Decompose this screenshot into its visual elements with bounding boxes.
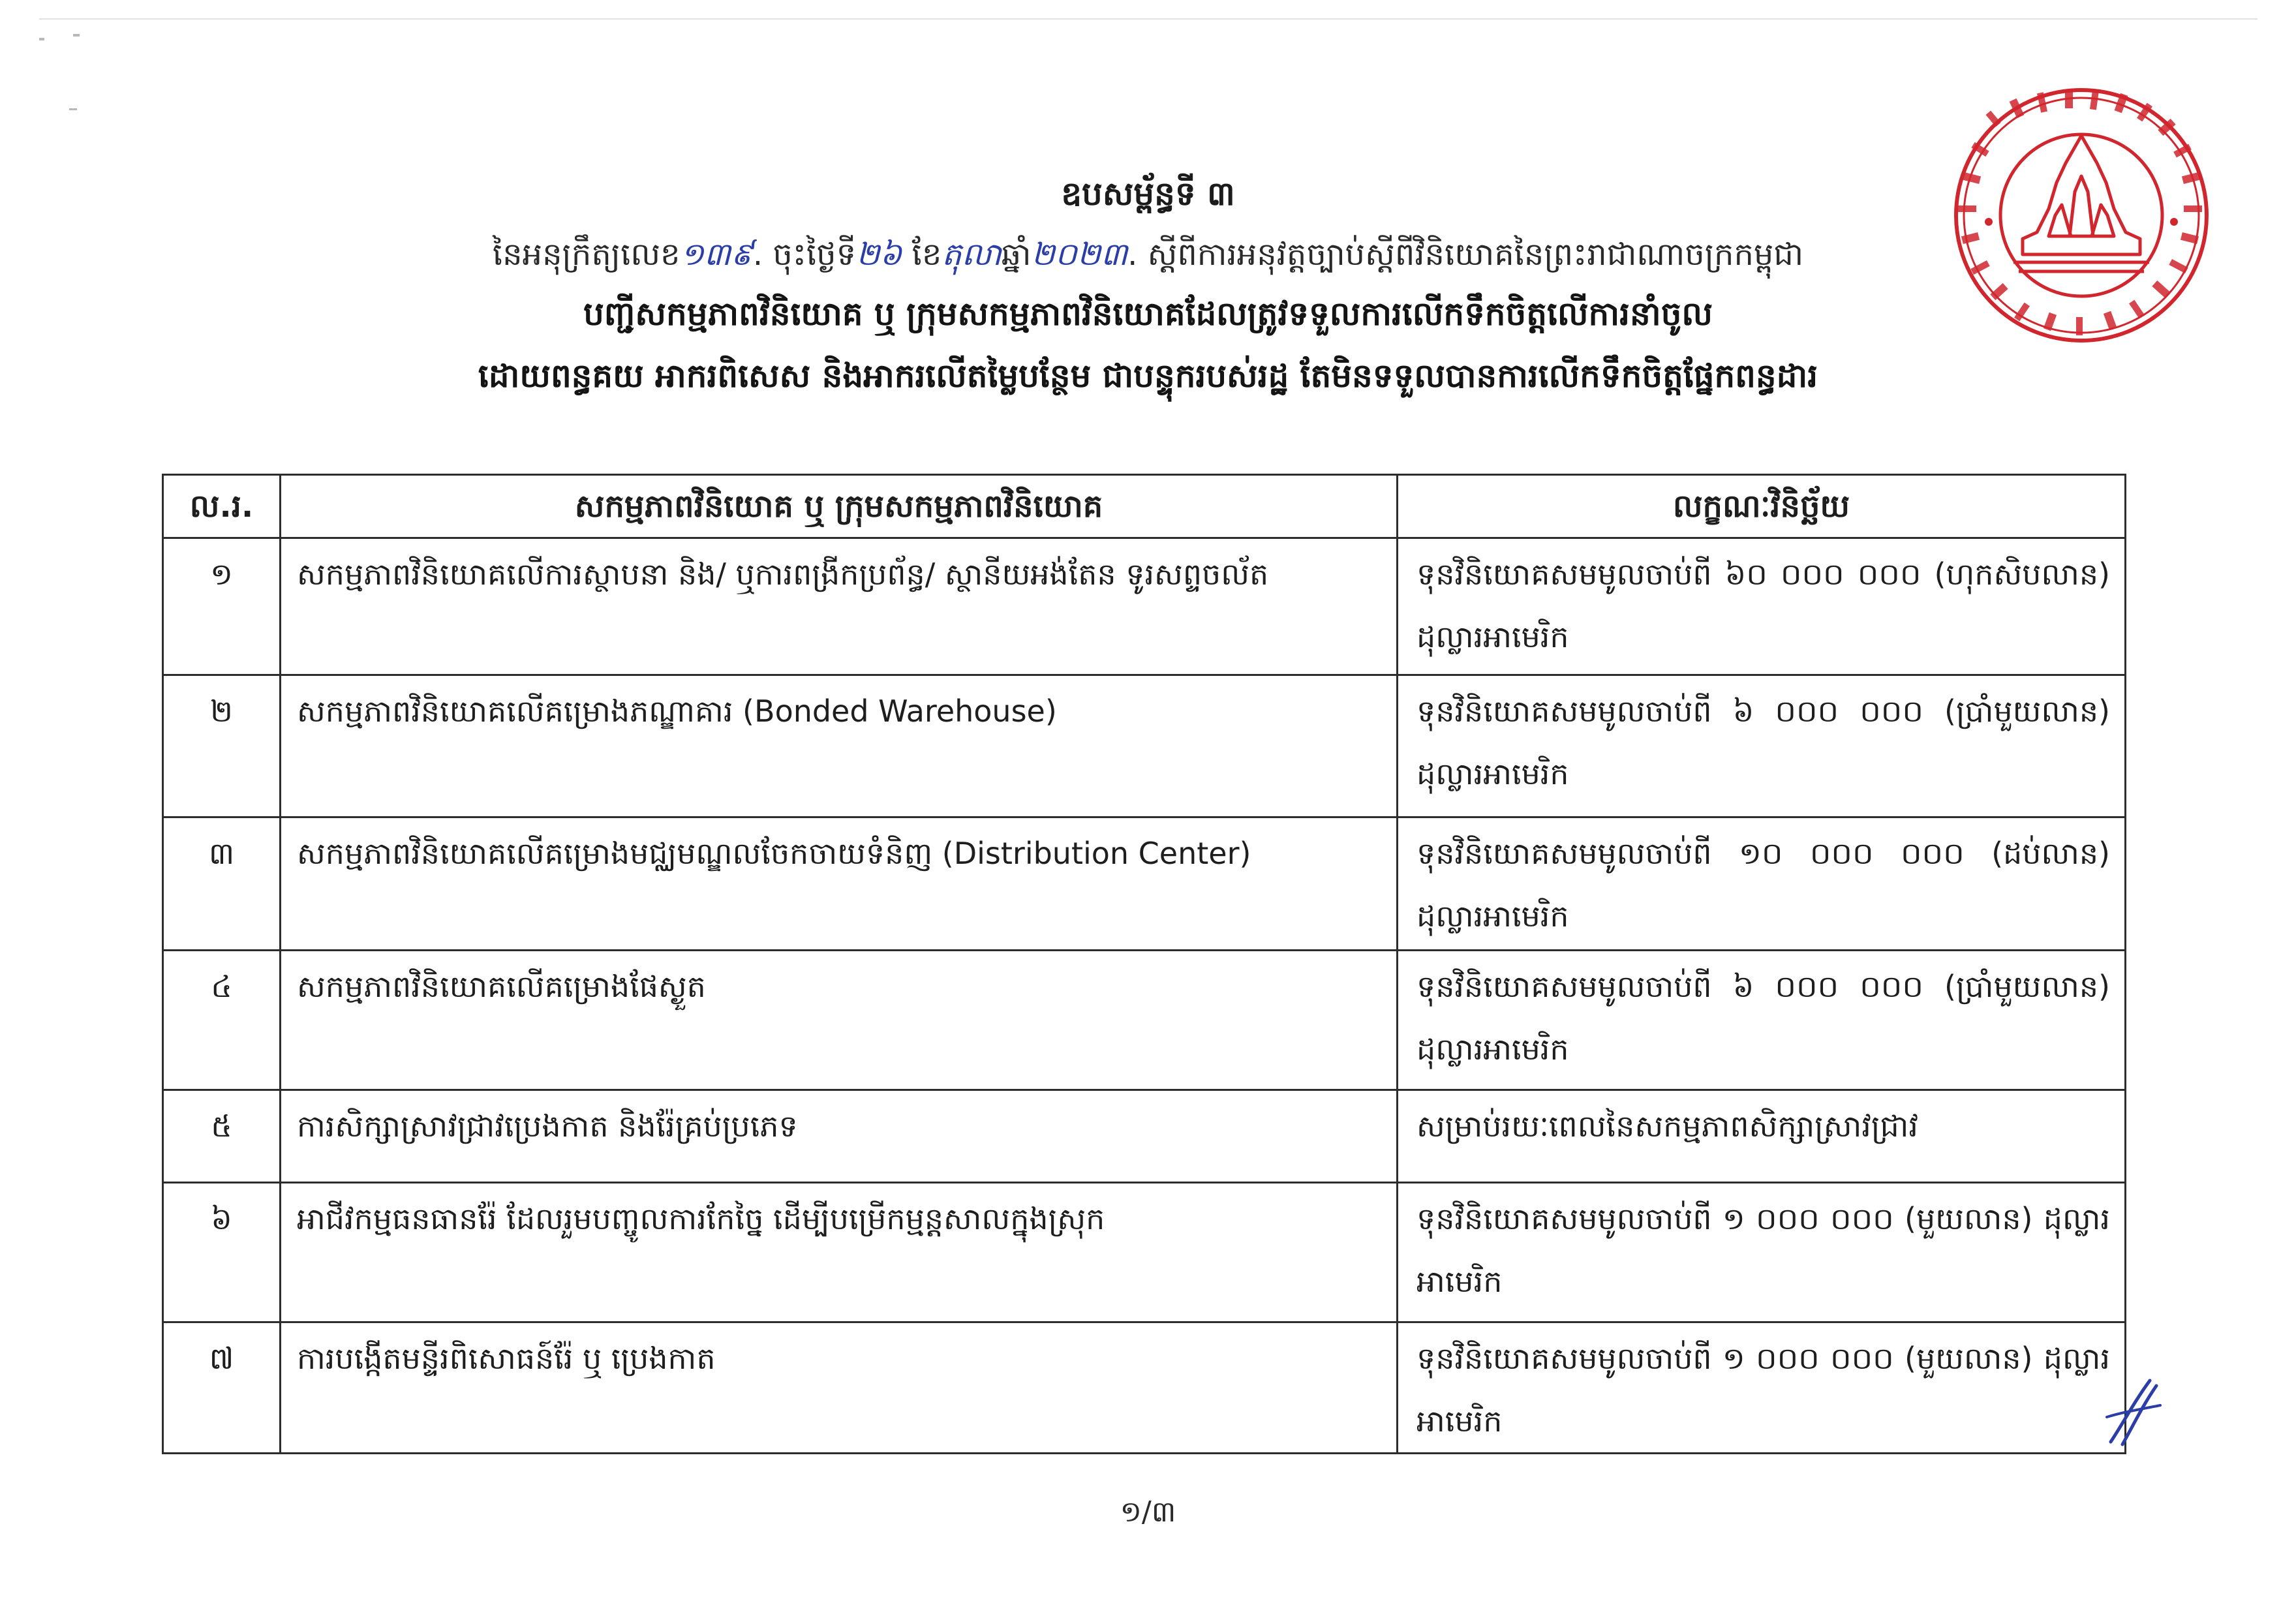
annex-title: ឧបសម្ព័ន្ធទី ៣ [1061, 175, 1235, 213]
decree-prefix: នៃអនុក្រឹត្យលេខ [492, 236, 681, 273]
header-number: ល.រ. [163, 475, 281, 538]
row-activity: សកម្មភាពវិនិយោគលើការស្ថាបនា និង/ ឬការពង្រីកប្រព័ន្ធ/ ស្ថានីយអង់តែន ទូរសព្ទចល័ត [281, 538, 1398, 675]
row-criteria: ទុនវិនិយោគសមមូលចាប់ពី ១ ០០០ ០០០ (មួយលាន) ដុល្លារអាមេរិក [1398, 1183, 2126, 1322]
list-title-line-1: បញ្ជីសកម្មភាពវិនិយោគ ឬ ក្រុមសកម្មភាពវិនិយោគដែលត្រូវទទួលការលើកទឹកចិត្តលើការនាំចូល [583, 295, 1713, 333]
row-number: ៣ [163, 817, 281, 951]
row-activity: ការសិក្សាស្រាវជ្រាវប្រេងកាត និងរ៉ែគ្រប់ប្រភេទ [281, 1090, 1398, 1183]
row-criteria: ទុនវិនិយោគសមមូលចាប់ពី ៦០ ០០០ ០០០ (ហុកសិបលាន) ដុល្លារអាមេរិក [1398, 538, 2126, 675]
row-number: ១ [163, 538, 281, 675]
list-title-line-2: ដោយពន្ធគយ អាករពិសេស និងអាករលើតម្លៃបន្ថែម ជាបន្ទុករបស់រដ្ឋ តែមិនទទួលបានការលើកទឹកចិត្តផ្នែកពន្ធដារ [478, 357, 1818, 395]
row-number: ៥ [163, 1090, 281, 1183]
header-activity: សកម្មភាពវិនិយោគ ឬ ក្រុមសកម្មភាពវិនិយោគ [281, 475, 1398, 538]
decree-subject: . ស្ដីពីការអនុវត្តច្បាប់ស្ដីពីវិនិយោគនៃព្រះរាជាណាចក្រកម្ពុជា [1127, 236, 1804, 273]
row-criteria: ទុនវិនិយោគសមមូលចាប់ពី ១ ០០០ ០០០ (មួយលាន) ដុល្លារអាមេរិក [1398, 1322, 2126, 1454]
row-activity: សកម្មភាពវិនិយោគលើគម្រោងមជ្ឈមណ្ឌលចែកចាយទំនិញ (Distribution Center) [281, 817, 1398, 951]
row-criteria: ទុនវិនិយោគសមមូលចាប់ពី ៦ ០០០ ០០០ (ប្រាំមួយលាន) ដុល្លារអាមេរិក [1398, 675, 2126, 817]
table-row [163, 1322, 2126, 1454]
header-criteria: លក្ខណៈវិនិច្ឆ័យ [1398, 475, 2126, 538]
row-number: ៤ [163, 951, 281, 1090]
row-activity: សកម្មភាពវិនិយោគលើគម្រោងផែស្ងួត [281, 951, 1398, 1090]
page-top-edge [39, 18, 2258, 20]
table-row [163, 1183, 2126, 1322]
decree-middle-text: . ចុះថ្ងៃទី [752, 236, 857, 273]
row-criteria: ទុនវិនិយោគសមមូលចាប់ពី ៦ ០០០ ០០០ (ប្រាំមួយលាន) ដុល្លារអាមេរិក [1398, 951, 2126, 1090]
row-criteria: សម្រាប់រយៈពេលនៃសកម្មភាពសិក្សាស្រាវជ្រាវ [1398, 1090, 2126, 1183]
table-row [163, 817, 2126, 951]
decree-number-handwritten: ១៣៩ [680, 236, 753, 273]
row-number: ២ [163, 675, 281, 817]
row-number: ៧ [163, 1322, 281, 1454]
table-header-row [163, 475, 2126, 538]
row-activity: ការបង្កើតមន្ទីរពិសោធន៍រ៉ែ ឬ ប្រេងកាត [281, 1322, 1398, 1454]
row-criteria: ទុនវិនិយោគសមមូលចាប់ពី ១០ ០០០ ០០០ (ដប់លាន) ដុល្លារអាមេរិក [1398, 817, 2126, 951]
row-activity: សកម្មភាពវិនិយោគលើគម្រោងភណ្ឌាគារ (Bonded Warehouse) [281, 675, 1398, 817]
table-row [163, 1090, 2126, 1183]
scan-speck [73, 34, 80, 37]
table-row [163, 675, 2126, 817]
page-number: ១/៣ [1120, 1495, 1176, 1529]
decree-year-handwritten: ២០២៣ [1031, 236, 1128, 273]
row-activity: អាជីវកម្មធនធានរ៉ែ ដែលរួមបញ្ចូលការកែច្នៃ ដើម្បីបម្រើកម្មន្តសាលក្នុងស្រុក [281, 1183, 1398, 1322]
table-row [163, 951, 2126, 1090]
investment-activities-table [162, 474, 2124, 1454]
decree-month-label: ខែ [902, 236, 942, 273]
decree-month-handwritten: តុលា [941, 236, 1002, 273]
decree-day-handwritten: ២៦ [856, 236, 902, 273]
handwritten-initials-icon [2104, 1377, 2163, 1448]
scan-speck [39, 38, 44, 40]
decree-reference-line [0, 235, 2296, 281]
row-number: ៦ [163, 1183, 281, 1322]
table-row [163, 538, 2126, 675]
decree-year-label: ឆ្នាំ [1001, 236, 1032, 273]
scan-speck [69, 108, 77, 110]
